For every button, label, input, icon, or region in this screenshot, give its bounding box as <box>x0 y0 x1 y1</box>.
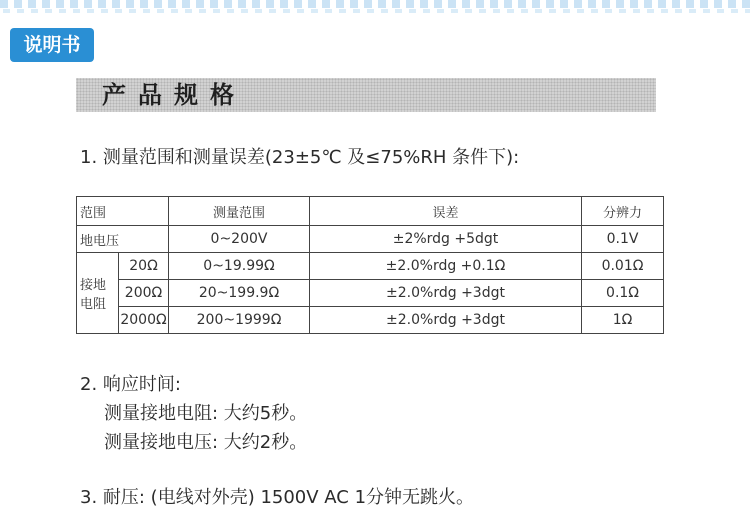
response-ground-voltage: 测量接地电压: 大约2秒。 <box>104 432 308 453</box>
error-value: ±2.0%rdg +3dgt <box>310 280 582 307</box>
spec-table <box>76 196 664 334</box>
top-decorative-dashes <box>0 0 750 8</box>
withstand-voltage: 3. 耐压: (电线对外壳) 1500V AC 1分钟无跳火。 <box>80 487 475 508</box>
range-name: 2000Ω <box>119 307 169 334</box>
table-row <box>77 280 664 307</box>
resolution-value: 0.01Ω <box>582 253 664 280</box>
resolution-value: 0.1Ω <box>582 280 664 307</box>
error-value: ±2.0%rdg +0.1Ω <box>310 253 582 280</box>
manual-badge: 说明书 <box>10 28 94 62</box>
spec-heading: 1. 测量范围和测量误差(23±5℃ 及≤75%RH 条件下): <box>80 147 520 168</box>
response-heading: 2. 响应时间: <box>80 374 181 395</box>
ground-resistance-label-line2: 电阻 <box>80 297 107 312</box>
table-header-row <box>77 197 664 226</box>
measure-range: 20~199.9Ω <box>169 280 310 307</box>
header-resolution: 分辨力 <box>582 197 664 226</box>
section-title: 产品规格 <box>102 81 246 109</box>
measure-range: 0~19.99Ω <box>169 253 310 280</box>
table-row <box>77 253 664 280</box>
header-measure-range: 测量范围 <box>169 197 310 226</box>
ground-voltage-resolution: 0.1V <box>582 226 664 253</box>
ground-voltage-range: 0~200V <box>169 226 310 253</box>
range-name: 200Ω <box>119 280 169 307</box>
ground-voltage-label: 地电压 <box>77 226 169 253</box>
table-row <box>77 226 664 253</box>
measure-range: 200~1999Ω <box>169 307 310 334</box>
ground-resistance-label <box>77 253 119 334</box>
error-value: ±2.0%rdg +3dgt <box>310 307 582 334</box>
range-name: 20Ω <box>119 253 169 280</box>
header-error: 误差 <box>310 197 582 226</box>
table-row <box>77 307 664 334</box>
ground-voltage-error: ±2%rdg +5dgt <box>310 226 582 253</box>
response-ground-resistance: 测量接地电阻: 大约5秒。 <box>104 403 308 424</box>
ground-resistance-label-line1: 接地 <box>80 278 107 293</box>
header-range: 范围 <box>77 197 169 226</box>
resolution-value: 1Ω <box>582 307 664 334</box>
section-title-bar <box>76 78 656 112</box>
